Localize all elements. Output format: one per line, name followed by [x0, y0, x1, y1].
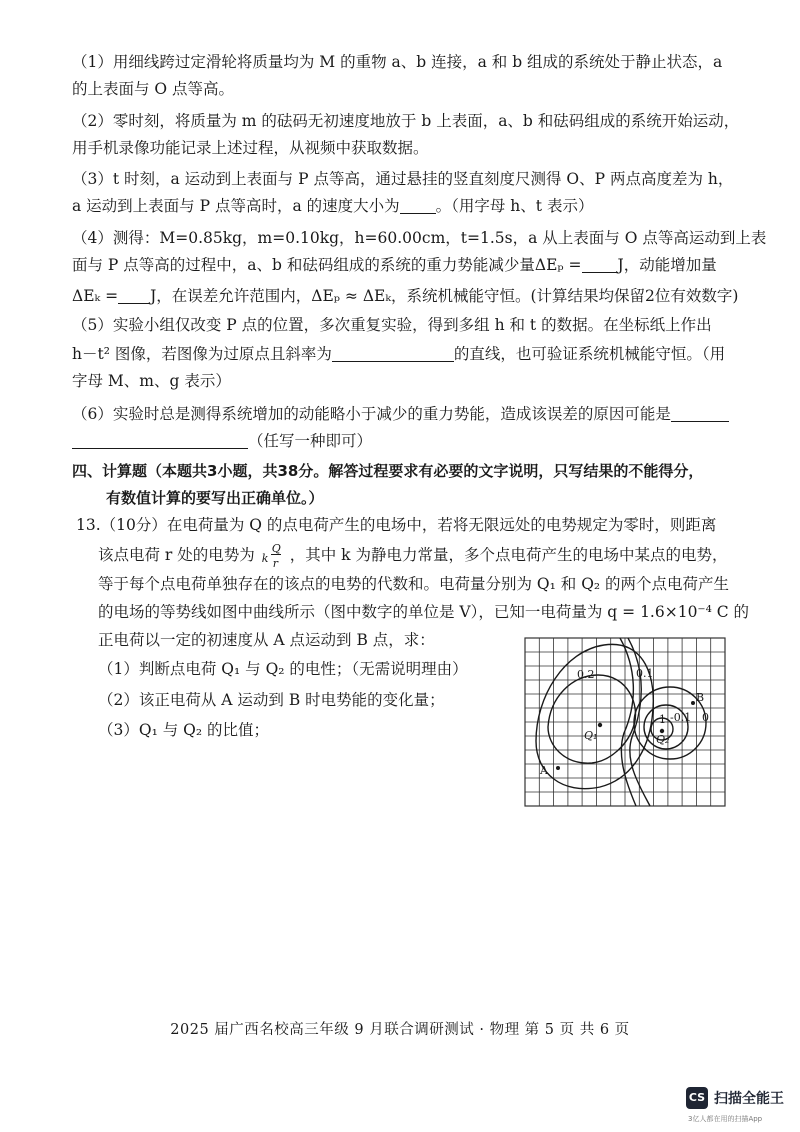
sub-question-2: （2）该正电荷从 A 运动到 B 时电势能的变化量；: [98, 691, 445, 709]
label-q1: Q₁: [584, 729, 598, 742]
question-13: 13.（10分）在电荷量为 Q 的点电荷产生的电场中，若将无限远处的电势规定为零时，则距离: [76, 516, 717, 534]
page-footer: 2025 届广西名校高三年级 9 月联合调研测试 · 物理 第 5 页 共 6 页: [170, 1022, 630, 1038]
text-line: （4）测得：M=0.85kg，m=0.10kg，h=60.00cm，t=1.5s，a 从上表面与 O 点等高运动到上表: [72, 229, 767, 247]
label-0: 0: [702, 711, 709, 724]
text-line: 的上表面与 O 点等高。: [72, 80, 235, 98]
grid: [525, 638, 725, 806]
text-line: 字母 M、m、g 表示）: [72, 372, 231, 390]
cs-logo-icon: CS: [686, 1087, 708, 1109]
label-a: A: [540, 764, 548, 777]
charge-q1: [598, 723, 602, 727]
point-b: [691, 701, 695, 705]
answer-blank[interactable]: [118, 287, 150, 304]
answer-blank[interactable]: [582, 256, 618, 273]
label-0.2: 0.2: [577, 668, 595, 681]
label-1: 1: [659, 713, 666, 726]
text-line: （1）用细线跨过定滑轮将质量均为 M 的重物 a、b 连接，a 和 b 组成的系统处于静止状态，a: [72, 53, 723, 71]
sub-question-3: （3）Q₁ 与 Q₂ 的比值；: [98, 721, 269, 739]
text-line: （5）实验小组仅改变 P 点的位置，多次重复实验，得到多组 h 和 t 的数据。在坐标纸上作出: [72, 316, 712, 334]
equipotential-figure: [524, 637, 726, 807]
text-line: 面与 P 点等高的过程中，a、b 和砝码组成的系统的重力势能减少量ΔEₚ = J，动能增加量: [72, 256, 717, 274]
section-heading: 有数值计算的要写出正确单位。）: [106, 489, 324, 507]
text-line: 的电场的等势线如图中曲线所示（图中数字的单位是 V），已知一电荷量为 q = 1.6×10⁻⁴ C 的: [98, 603, 750, 621]
text-line: 该点电荷 r 处的电势为 k Q r ，其中 k 为静电力常量，多个点电荷产生的电场中某点的电势，: [98, 542, 728, 570]
label-neg-0.1: -0.1: [670, 711, 692, 724]
text-line: 等于每个点电荷单独存在的该点的电势的代数和。电荷量分别为 Q₁ 和 Q₂ 的两个点电荷产生: [98, 575, 730, 593]
text-line: （任写一种即可）: [72, 430, 732, 452]
label-0.1: 0.1: [636, 667, 654, 680]
text-line: （3）t 时刻，a 运动到上表面与 P 点等高，通过悬挂的竖直刻度尺测得 O、P 两点高度差为 h，: [72, 170, 734, 188]
section-heading: 四、计算题（本题共3小题，共38分。解答过程要求有必要的文字说明，只写结果的不能得分，: [72, 462, 704, 480]
text-line: （6）实验时总是测得系统增加的动能略小于减少的重力势能，造成该误差的原因可能是: [72, 403, 732, 425]
sub-question-1: （1）判断点电荷 Q₁ 与 Q₂ 的电性；（无需说明理由）: [98, 660, 468, 678]
text-line: 用手机录像功能记录上述过程，从视频中获取数据。: [72, 139, 429, 157]
text-line: 正电荷以一定的初速度从 A 点运动到 B 点，求：: [98, 631, 435, 649]
text-line: a 运动到上表面与 P 点等高时，a 的速度大小为 。（用字母 h、t 表示）: [72, 197, 594, 215]
answer-blank[interactable]: [400, 197, 436, 214]
answer-blank[interactable]: [72, 432, 248, 449]
text-line: （2）零时刻，将质量为 m 的砝码无初速度地放于 b 上表面，a、b 和砝码组成的系统开始运动，: [72, 112, 740, 130]
formula-kq-over-r: k Q r: [261, 542, 281, 570]
scanner-watermark: [686, 1087, 796, 1127]
text-line: ΔEₖ = J，在误差允许范围内，ΔEₚ ≈ ΔEₖ，系统机械能守恒。(计算结果均保留2位有效数字): [72, 287, 739, 305]
answer-blank[interactable]: [671, 405, 729, 422]
label-q2: Q₂: [656, 733, 670, 746]
watermark-subtitle: 3亿人都在用的扫描App: [688, 1115, 763, 1123]
answer-blank[interactable]: [332, 345, 454, 362]
watermark-name: 扫描全能王: [714, 1091, 784, 1107]
label-b: B: [696, 691, 705, 704]
text-line: h－t² 图像，若图像为过原点且斜率为 的直线，也可验证系统机械能守恒。（用: [72, 345, 726, 363]
point-a: [556, 766, 560, 770]
